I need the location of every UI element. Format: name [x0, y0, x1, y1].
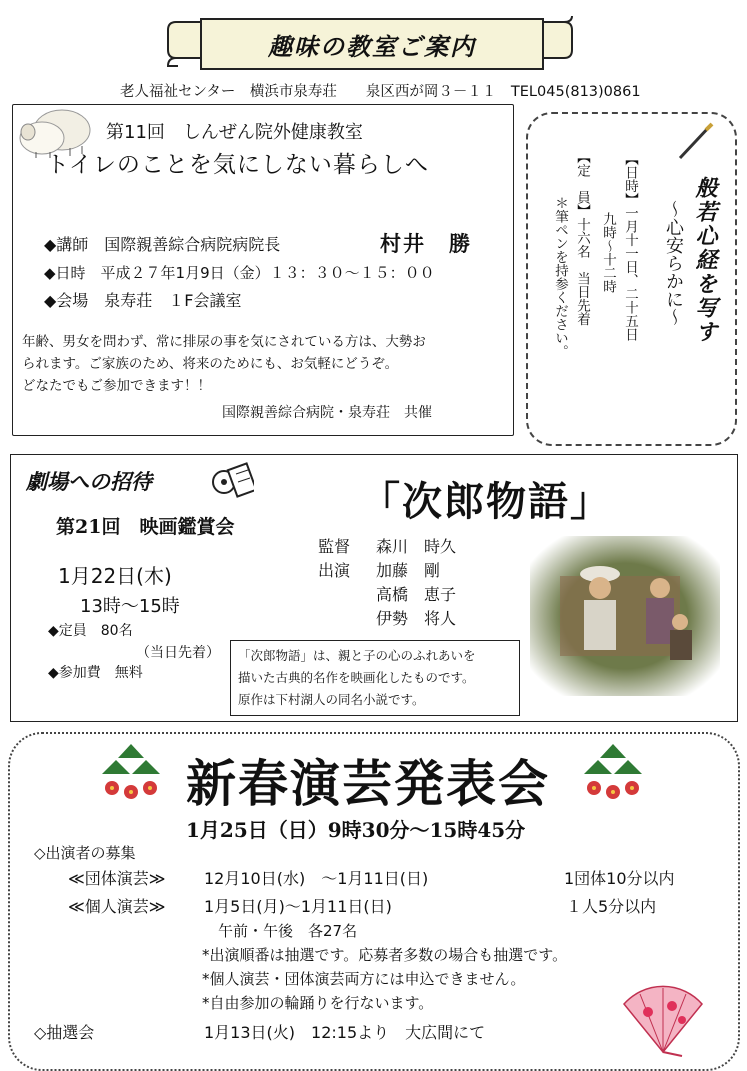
pine-plum-icon-left	[98, 738, 164, 804]
movie-time: 13時～15時	[80, 596, 180, 617]
show-title: 新春演芸発表会	[186, 754, 550, 813]
show-note-2: *個人演芸・団体演芸両方には申込できません。	[202, 970, 526, 988]
show-indiv-dates: 1月5日(月)～1月11日(日)	[204, 897, 392, 916]
health-desc-1: 年齢、男女を問わず、常に排尿の事を気にされている方は、大勢お	[22, 334, 426, 350]
show-group-dates: 12月10日(水) ～1月11日(日)	[204, 869, 429, 888]
header-address: 老人福祉センター 横浜市泉寿荘 泉区西が岡３－１１ TEL045(813)0861	[120, 84, 641, 100]
folding-fan-icon	[620, 982, 706, 1058]
health-desc-2: られます。ご家族のため、将来のためにも、お気軽にどうぞ。	[22, 356, 399, 372]
show-datetime: 1月25日（日）9時30分～15時45分	[186, 818, 526, 842]
show-recruit: ◇出演者の募集	[34, 844, 136, 862]
show-lottery-label: ◇抽選会	[34, 1023, 95, 1042]
sutra-note: ＊筆ペンを持参ください。	[552, 196, 568, 358]
movie-director: 森川 時久	[376, 537, 457, 556]
show-indiv-label: ≪個人演芸≫	[68, 897, 166, 916]
health-session: 第11回 しんぜん院外健康教室	[106, 122, 363, 143]
pine-plum-icon-right	[580, 738, 646, 804]
movie-cast-2: 高橋 恵子	[376, 585, 457, 604]
health-lecturer-label: ◆講師 国際親善綜合病院病院長	[44, 235, 281, 254]
movie-director-label: 監督	[318, 537, 351, 556]
movie-date: 1月22日(木)	[58, 564, 172, 588]
health-date: ◆日時 平成２７年1月9日（金）１３：３０～１５：００	[44, 264, 435, 282]
health-cohost: 国際親善綜合病院・泉寿荘 共催	[222, 405, 432, 421]
movie-desc-1: 「次郎物語」は、親と子の心のふれあいを	[238, 648, 476, 663]
movie-capacity: ◆定員 80名	[48, 623, 133, 639]
sutra-date: 【日時】一月十一日、二十五日	[622, 152, 638, 341]
movie-capacity-note: （当日先着）	[136, 645, 220, 661]
movie-title: 「次郎物語」	[360, 478, 612, 525]
movie-desc-3: 原作は下村湖人の同名小説です。	[238, 692, 425, 707]
movie-invite: 劇場への招待	[26, 469, 152, 494]
sutra-time: 九時～十二時	[600, 212, 616, 293]
movie-desc-2: 描いた古典的名作を映画化したものです。	[238, 670, 475, 685]
show-group-limit: 1団体10分以内	[564, 869, 675, 888]
health-title: トイレのことを気にしない暮らしへ	[46, 152, 429, 178]
health-venue: ◆会場 泉寿荘 １F会議室	[44, 291, 242, 310]
brush-icon	[676, 122, 716, 162]
page-title: 趣味の教室ご案内	[200, 18, 544, 70]
show-group-label: ≪団体演芸≫	[68, 869, 166, 888]
movie-cast-label: 出演	[318, 561, 351, 580]
show-lottery: 1月13日(火) 12:15より 大広間にて	[204, 1023, 486, 1042]
sutra-subtitle: ～心安らかに～	[663, 200, 684, 326]
sutra-title: 般若心経を写す	[692, 176, 718, 344]
movie-fee: ◆参加費 無料	[48, 665, 143, 681]
show-indiv-slots: 午前・午後 各27名	[218, 922, 358, 940]
health-desc-3: どなたでもご参加できます！！	[22, 378, 211, 394]
show-indiv-limit: １人5分以内	[566, 897, 657, 916]
show-note-3: *自由参加の輪踊りを行ないます。	[202, 994, 434, 1012]
sutra-capacity: 【定 員】十六名 当日先着	[574, 150, 590, 326]
show-note-1: *出演順番は抽選です。応募者多数の場合も抽選です。	[202, 946, 568, 964]
movie-cast-1: 加藤 剛	[376, 561, 441, 580]
health-lecturer-name: 村井 勝	[380, 232, 472, 256]
movie-cast-3: 伊勢 将人	[376, 609, 457, 628]
movie-session: 第21回 映画鑑賞会	[56, 516, 235, 538]
movie-still-photo	[530, 536, 720, 696]
film-reel-icon	[210, 462, 254, 500]
